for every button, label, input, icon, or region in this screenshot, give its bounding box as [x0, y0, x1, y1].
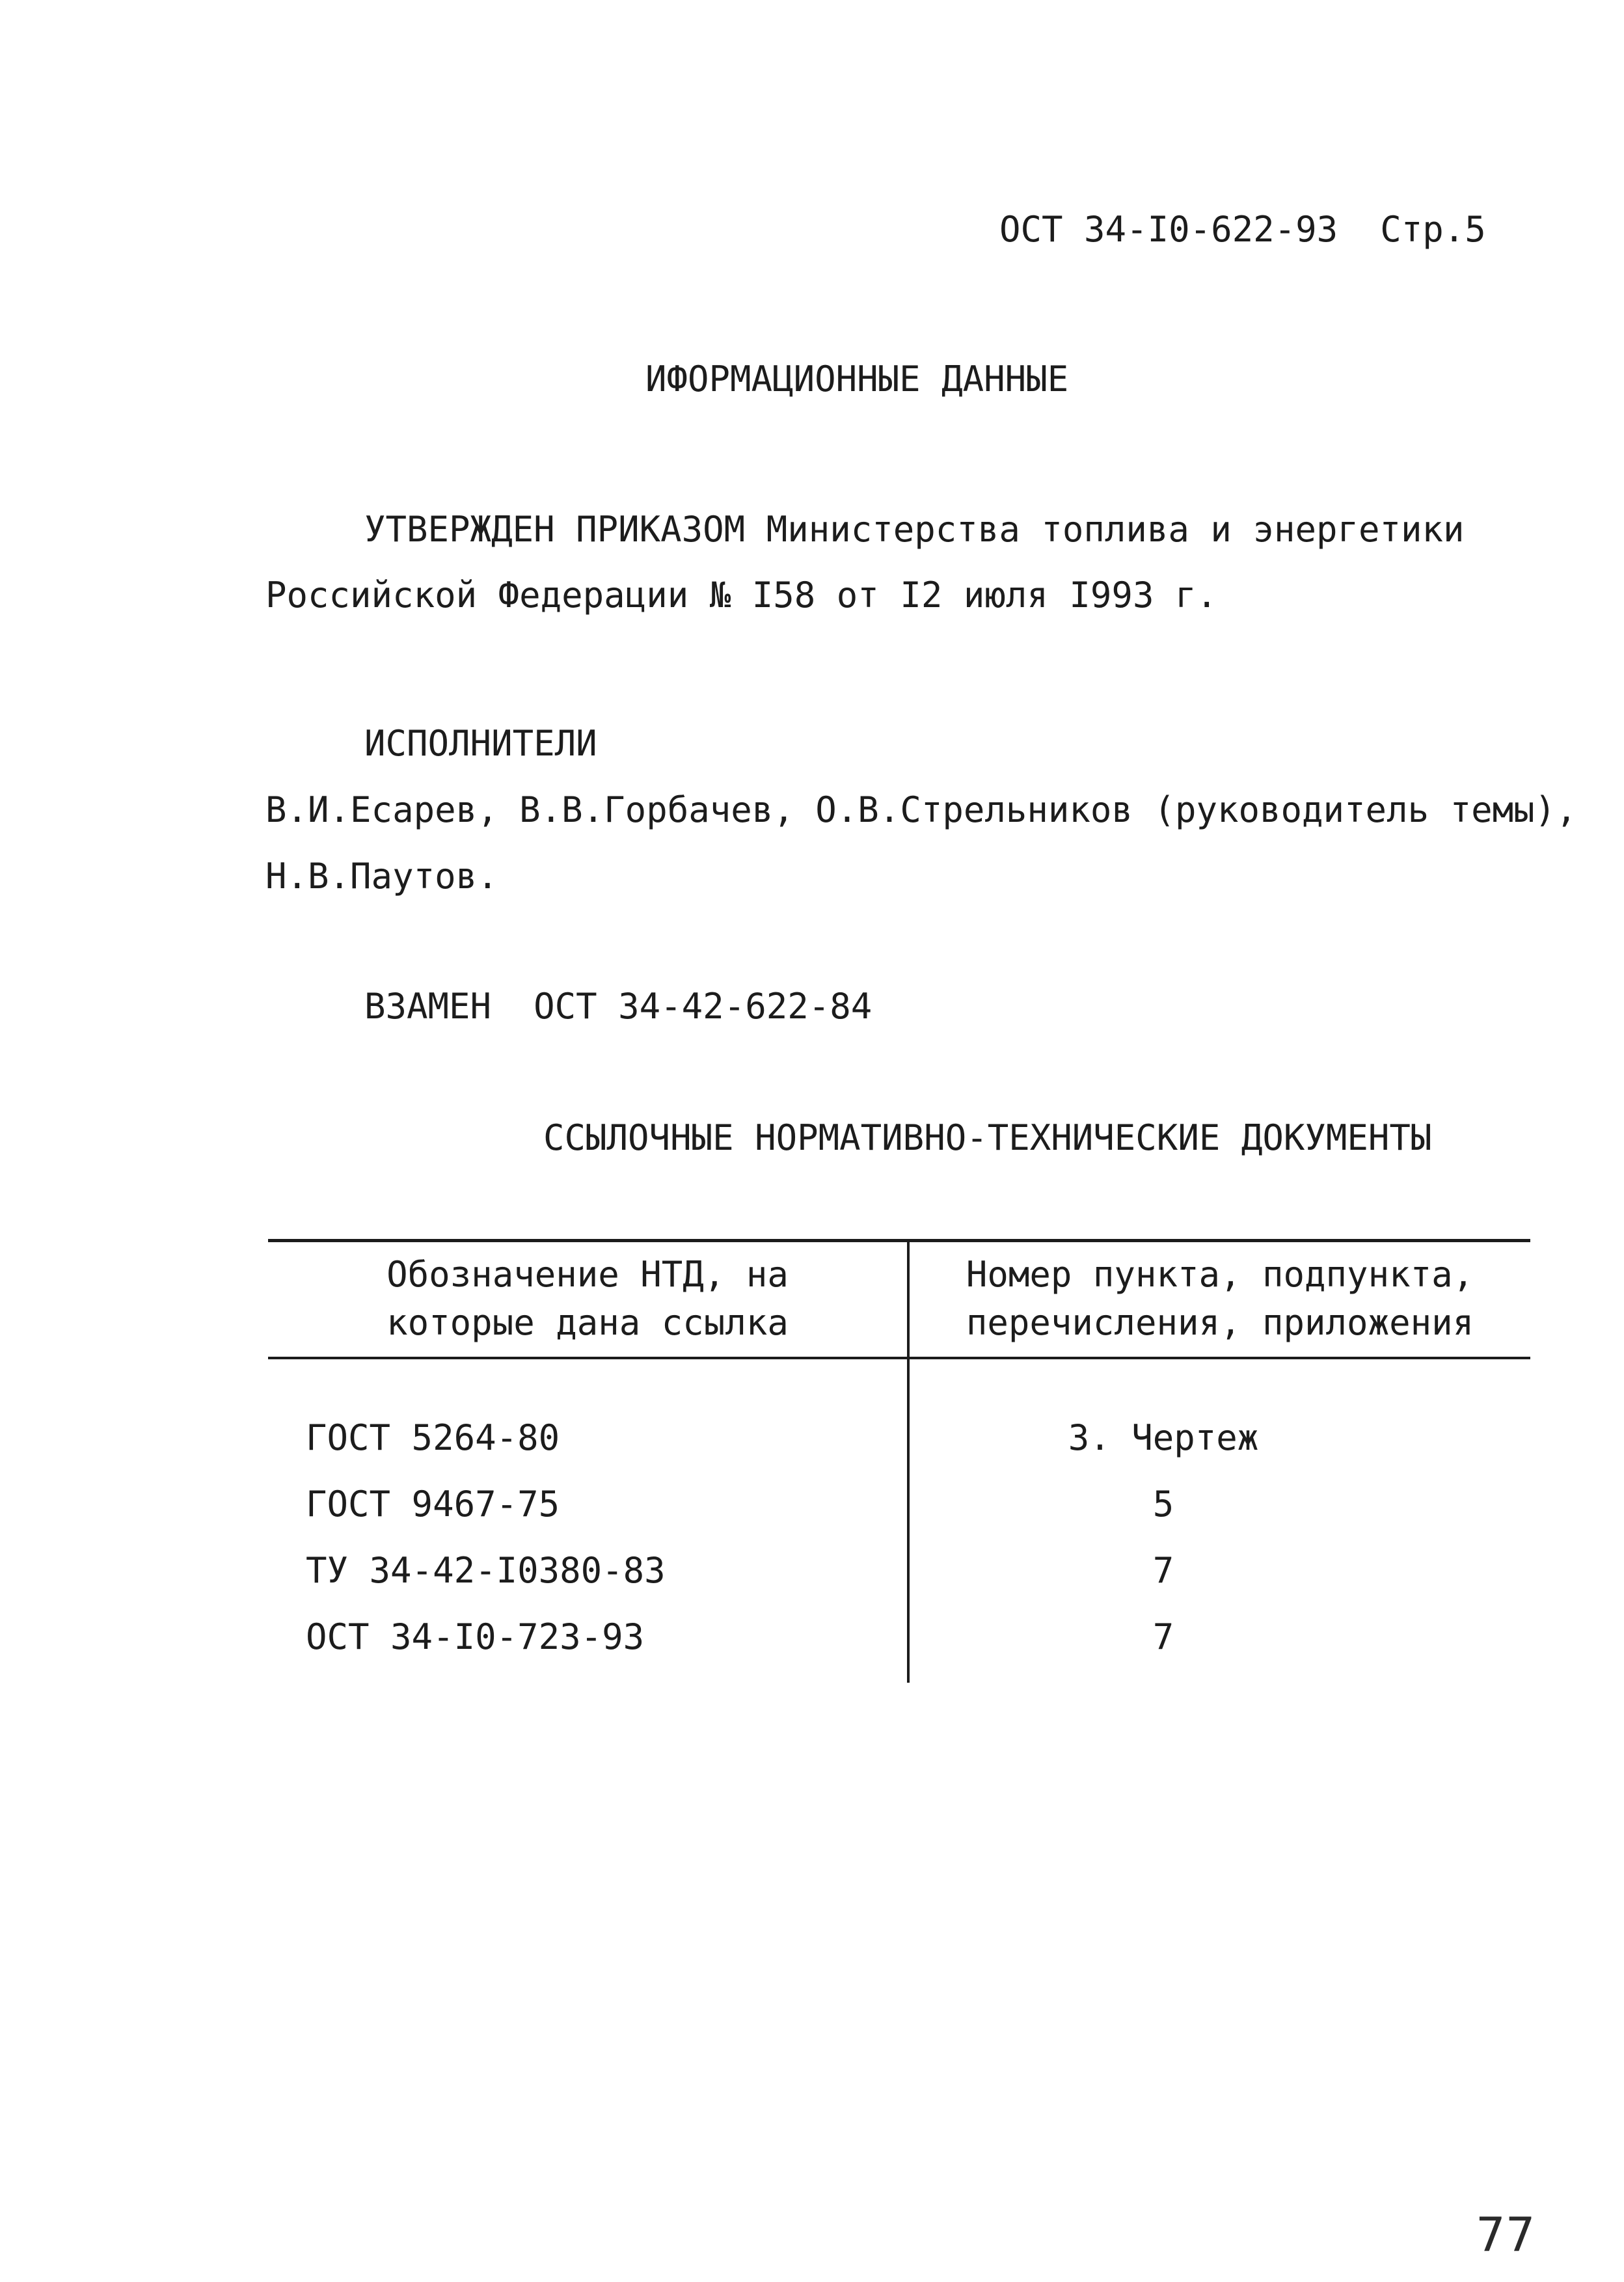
table-row-doc: ГОСТ 9467-75 — [306, 1484, 560, 1525]
table-row-ref: 7 — [1152, 1616, 1174, 1657]
approved-line-2: Российской Федерации № I58 от I2 июля I993 г. — [265, 575, 1217, 616]
table-header-designation: Обозначение НТД, на которые дана ссылка — [386, 1254, 789, 1343]
table-row-doc: ГОСТ 5264-80 — [306, 1417, 560, 1458]
references-title: ССЫЛОЧНЫЕ НОРМАТИВНО-ТЕХНИЧЕСКИЕ ДОКУМЕНТЫ — [543, 1117, 1432, 1158]
table-header-clause: Номер пункта, подпункта, перечисления, приложения — [966, 1254, 1474, 1343]
info-title: ИФОРМАЦИОННЫЕ ДАННЫЕ — [645, 359, 1069, 400]
table-row-ref: 3. Чертеж — [1068, 1417, 1259, 1458]
table-top-rule — [268, 1239, 1530, 1242]
approved-line-1: УТВЕРЖДЕН ПРИКАЗОМ Министерства топлива и энергетики — [364, 509, 1465, 550]
replaces-line: ВЗАМЕН ОСТ 34-42-622-84 — [364, 986, 873, 1027]
document-header: ОСТ 34-I0-622-93 Стр.5 — [999, 209, 1486, 250]
performers-heading: ИСПОЛНИТЕЛИ — [364, 723, 597, 764]
table-row-doc: ОСТ 34-I0-723-93 — [306, 1616, 645, 1657]
table-row-ref: 5 — [1152, 1484, 1174, 1525]
page-number: 77 — [1476, 2207, 1536, 2262]
table-header-rule — [268, 1357, 1530, 1359]
performers-line-2: Н.В.Паутов. — [265, 856, 498, 897]
table-row-doc: ТУ 34-42-I0380-83 — [306, 1550, 666, 1591]
table-row-ref: 7 — [1152, 1550, 1174, 1591]
performers-line-1: В.И.Есарев, В.В.Горбачев, О.В.Стрельников (руководитель темы), — [265, 789, 1577, 830]
